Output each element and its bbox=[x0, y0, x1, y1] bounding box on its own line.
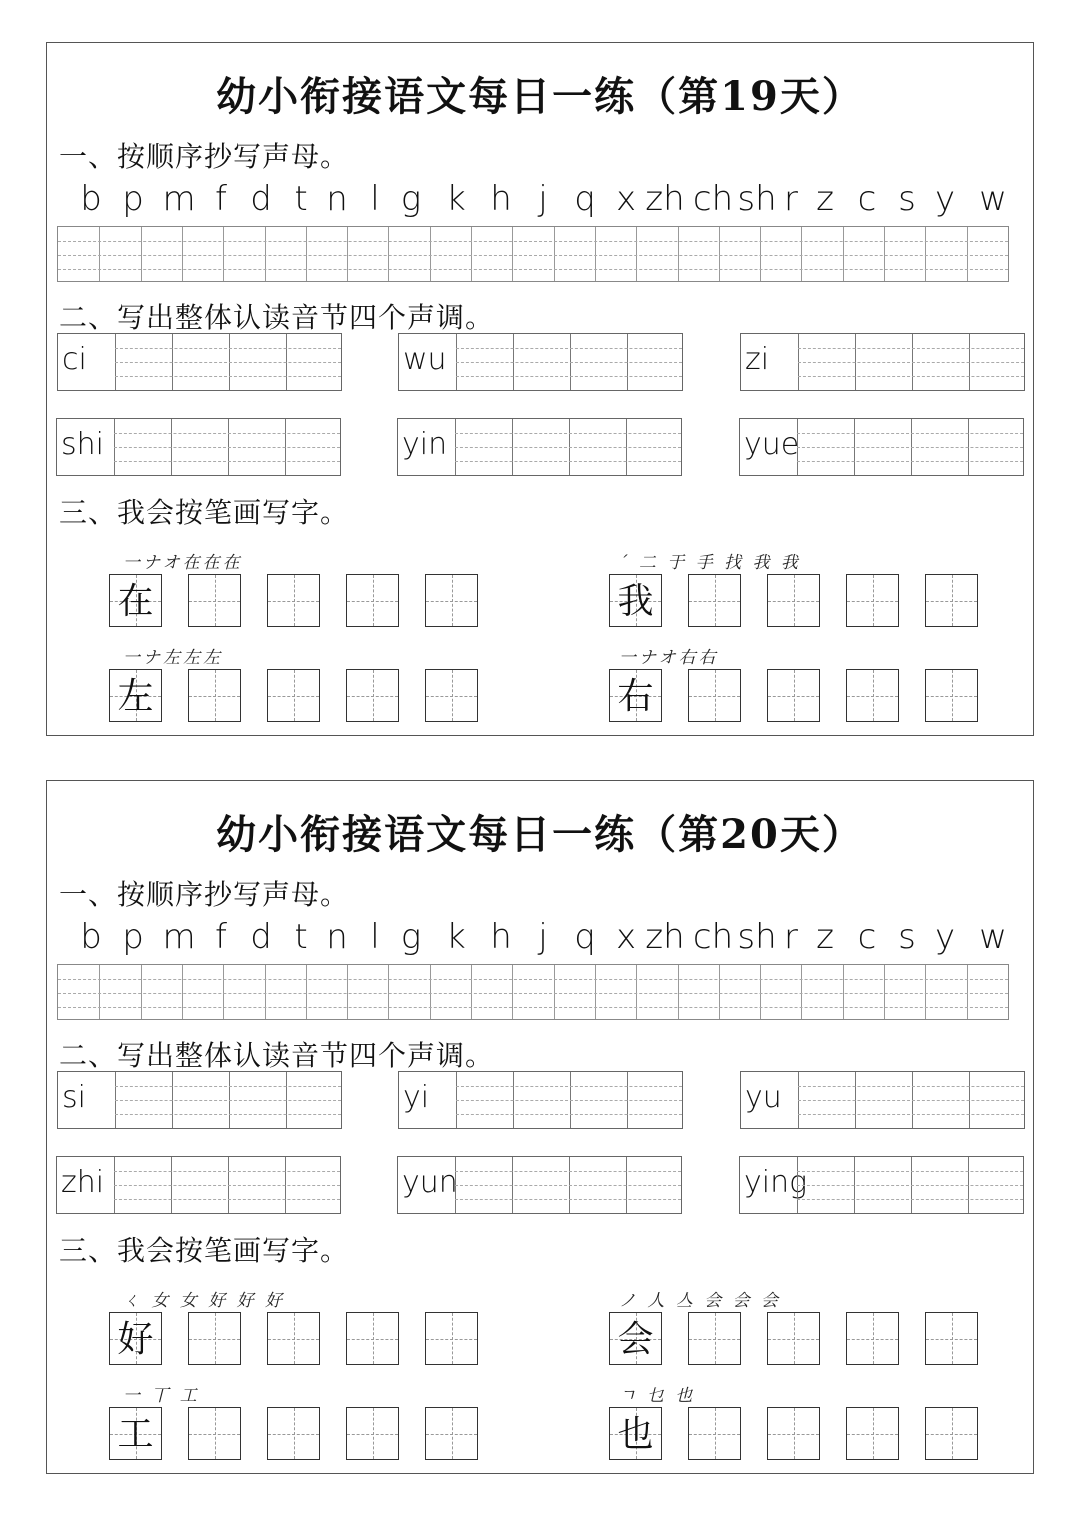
initial-letter: zh bbox=[645, 917, 685, 957]
grid-guide-line bbox=[797, 461, 1023, 462]
syllable-tone-grid[interactable] bbox=[740, 1071, 1025, 1129]
grid-guide-line bbox=[452, 1408, 453, 1459]
initial-letter: w bbox=[979, 179, 1007, 219]
grid-guide-line bbox=[456, 1114, 682, 1115]
initial-letter: y bbox=[934, 179, 956, 219]
model-character-box bbox=[109, 1407, 162, 1460]
model-character: 工 bbox=[117, 1414, 154, 1455]
grid-column-line bbox=[388, 227, 389, 281]
grid-guide-line bbox=[455, 461, 681, 462]
worksheet-day-20 bbox=[46, 780, 1034, 1474]
grid-guide-line bbox=[715, 1313, 716, 1364]
model-character-box bbox=[109, 1312, 162, 1365]
initial-letter: w bbox=[979, 917, 1007, 957]
grid-guide-line bbox=[115, 1086, 341, 1087]
worksheet-day-19 bbox=[46, 42, 1034, 736]
initial-letter: d bbox=[250, 179, 272, 219]
grid-guide-line bbox=[452, 575, 453, 626]
grid-column-line bbox=[182, 227, 183, 281]
grid-guide-line bbox=[114, 447, 340, 448]
grid-column-line bbox=[223, 965, 224, 1019]
grid-guide-line bbox=[455, 1171, 681, 1172]
syllable-label: ying bbox=[744, 1165, 808, 1200]
grid-guide-line bbox=[115, 376, 341, 377]
grid-column-line bbox=[512, 965, 513, 1019]
grid-guide-line bbox=[798, 1100, 1024, 1101]
grid-column-line bbox=[884, 965, 885, 1019]
initial-letter: g bbox=[400, 179, 422, 219]
initial-letter: z bbox=[816, 917, 834, 957]
grid-column-line bbox=[306, 965, 307, 1019]
grid-guide-line bbox=[873, 670, 874, 721]
grid-guide-line bbox=[794, 1408, 795, 1459]
grid-guide-line bbox=[114, 1171, 340, 1172]
grid-guide-line bbox=[215, 575, 216, 626]
tian-grid-box[interactable] bbox=[267, 1407, 320, 1460]
grid-column-line bbox=[347, 965, 348, 1019]
grid-column-line bbox=[925, 965, 926, 1019]
syllable-label: wu bbox=[403, 342, 447, 377]
initial-letter: t bbox=[294, 917, 308, 957]
initial-letter: x bbox=[615, 179, 637, 219]
grid-guide-line bbox=[455, 447, 681, 448]
initial-letter: h bbox=[490, 917, 512, 957]
tian-grid-box[interactable] bbox=[425, 1407, 478, 1460]
initial-letter: c bbox=[857, 917, 877, 957]
grid-guide-line bbox=[294, 575, 295, 626]
grid-guide-line bbox=[373, 1408, 374, 1459]
initial-letter: q bbox=[574, 917, 596, 957]
model-character: 我 bbox=[617, 581, 654, 622]
grid-guide-line bbox=[797, 1171, 1023, 1172]
initial-letter: f bbox=[215, 179, 227, 219]
grid-guide-line bbox=[114, 1199, 340, 1200]
model-character-box bbox=[109, 574, 162, 627]
syllable-label: yun bbox=[402, 1165, 458, 1200]
grid-column-line bbox=[843, 227, 844, 281]
tian-grid-box[interactable] bbox=[925, 669, 978, 722]
grid-guide-line bbox=[114, 433, 340, 434]
tian-grid-box[interactable] bbox=[346, 669, 399, 722]
grid-guide-line bbox=[114, 1185, 340, 1186]
tian-grid-box[interactable] bbox=[688, 669, 741, 722]
initial-letter: ch bbox=[692, 179, 734, 219]
tian-grid-box[interactable] bbox=[425, 574, 478, 627]
grid-guide-line bbox=[794, 575, 795, 626]
grid-guide-line bbox=[456, 1100, 682, 1101]
grid-guide-line bbox=[952, 1313, 953, 1364]
tian-grid-box[interactable] bbox=[688, 574, 741, 627]
grid-column-line bbox=[388, 965, 389, 1019]
grid-guide-line bbox=[115, 1114, 341, 1115]
grid-guide-line bbox=[452, 1313, 453, 1364]
tian-grid-box[interactable] bbox=[925, 1312, 978, 1365]
initials-row bbox=[65, 179, 1009, 223]
model-character: 也 bbox=[617, 1414, 654, 1455]
tian-grid-box[interactable] bbox=[188, 1312, 241, 1365]
model-character-box bbox=[609, 574, 662, 627]
tian-grid-box[interactable] bbox=[267, 669, 320, 722]
grid-column-line bbox=[471, 227, 472, 281]
grid-guide-line bbox=[215, 670, 216, 721]
syllable-label: si bbox=[62, 1080, 86, 1115]
grid-column-line bbox=[554, 965, 555, 1019]
grid-guide-line bbox=[294, 670, 295, 721]
grid-guide-line bbox=[797, 433, 1023, 434]
grid-column-line bbox=[347, 227, 348, 281]
initial-letter: t bbox=[294, 179, 308, 219]
initial-letter: n bbox=[326, 917, 348, 957]
grid-guide-line bbox=[715, 670, 716, 721]
stroke-order: 一ナオ在在在 bbox=[123, 553, 243, 573]
grid-guide-line bbox=[58, 993, 1008, 994]
syllable-label: zi bbox=[745, 342, 770, 377]
tian-grid-box[interactable] bbox=[925, 574, 978, 627]
grid-column-line bbox=[99, 227, 100, 281]
grid-guide-line bbox=[215, 1313, 216, 1364]
syllable-tone-grid[interactable] bbox=[56, 418, 341, 476]
initial-letter: r bbox=[784, 179, 798, 219]
syllable-label: yu bbox=[745, 1080, 782, 1115]
grid-column-line bbox=[512, 227, 513, 281]
initial-letter: z bbox=[816, 179, 834, 219]
initial-letter: n bbox=[326, 179, 348, 219]
grid-column-line bbox=[306, 227, 307, 281]
initial-letter: m bbox=[162, 917, 196, 957]
syllable-tone-grid[interactable] bbox=[57, 333, 342, 391]
tian-grid-box[interactable] bbox=[846, 1312, 899, 1365]
stroke-order: ㄑ 女 女 好 好 好 bbox=[123, 1291, 286, 1311]
initial-letter: s bbox=[898, 917, 916, 957]
section-1-heading: 一、按顺序抄写声母。 bbox=[59, 878, 350, 911]
initial-letter: y bbox=[934, 917, 956, 957]
syllable-label: yin bbox=[402, 427, 448, 462]
grid-guide-line bbox=[58, 979, 1008, 980]
initial-letter: s bbox=[898, 179, 916, 219]
grid-column-line bbox=[719, 965, 720, 1019]
grid-guide-line bbox=[797, 1185, 1023, 1186]
grid-guide-line bbox=[373, 1313, 374, 1364]
initial-letter: f bbox=[215, 917, 227, 957]
grid-guide-line bbox=[715, 1408, 716, 1459]
grid-guide-line bbox=[456, 362, 682, 363]
initial-letter: h bbox=[490, 179, 512, 219]
initials-copy-grid[interactable] bbox=[57, 964, 1009, 1020]
grid-column-line bbox=[182, 965, 183, 1019]
initial-letter: j bbox=[538, 179, 548, 219]
initial-letter: ch bbox=[692, 917, 734, 957]
initial-letter: p bbox=[122, 179, 144, 219]
grid-guide-line bbox=[456, 1086, 682, 1087]
initial-letter: zh bbox=[645, 179, 685, 219]
syllable-tone-grid[interactable] bbox=[398, 333, 683, 391]
grid-column-line bbox=[967, 227, 968, 281]
section-1-heading: 一、按顺序抄写声母。 bbox=[59, 140, 350, 173]
syllable-label: yue bbox=[744, 427, 800, 462]
stroke-order: ㄱ 乜 也 bbox=[619, 1386, 696, 1406]
grid-guide-line bbox=[873, 1313, 874, 1364]
syllable-tone-grid[interactable] bbox=[740, 333, 1025, 391]
grid-column-line bbox=[967, 965, 968, 1019]
grid-guide-line bbox=[456, 376, 682, 377]
tian-grid-box[interactable] bbox=[767, 574, 820, 627]
tian-grid-box[interactable] bbox=[425, 1312, 478, 1365]
initial-letter: sh bbox=[737, 917, 777, 957]
grid-column-line bbox=[99, 965, 100, 1019]
initial-letter: b bbox=[80, 917, 102, 957]
model-character-box bbox=[609, 1312, 662, 1365]
grid-guide-line bbox=[294, 1313, 295, 1364]
stroke-order: 一 丅 工 bbox=[123, 1386, 200, 1406]
tian-grid-box[interactable] bbox=[267, 1312, 320, 1365]
model-character-box bbox=[109, 669, 162, 722]
grid-guide-line bbox=[215, 1408, 216, 1459]
grid-guide-line bbox=[114, 461, 340, 462]
grid-column-line bbox=[595, 227, 596, 281]
syllable-label: yi bbox=[403, 1080, 430, 1115]
stroke-order: ˊ 二 于 手 找 我 我 bbox=[619, 553, 801, 573]
grid-guide-line bbox=[952, 670, 953, 721]
grid-column-line bbox=[678, 965, 679, 1019]
grid-column-line bbox=[430, 227, 431, 281]
grid-guide-line bbox=[715, 575, 716, 626]
grid-column-line bbox=[678, 227, 679, 281]
initial-letter: sh bbox=[737, 179, 777, 219]
initials-copy-grid[interactable] bbox=[57, 226, 1009, 282]
grid-guide-line bbox=[373, 575, 374, 626]
initial-letter: c bbox=[857, 179, 877, 219]
model-character: 会 bbox=[617, 1319, 654, 1360]
grid-guide-line bbox=[952, 1408, 953, 1459]
grid-guide-line bbox=[952, 575, 953, 626]
initial-letter: d bbox=[250, 917, 272, 957]
grid-column-line bbox=[141, 965, 142, 1019]
stroke-order: ノ 人 亼 会 会 会 bbox=[619, 1291, 782, 1311]
grid-guide-line bbox=[794, 1313, 795, 1364]
tian-grid-box[interactable] bbox=[188, 669, 241, 722]
grid-guide-line bbox=[58, 269, 1008, 270]
tian-grid-box[interactable] bbox=[188, 574, 241, 627]
grid-column-line bbox=[554, 227, 555, 281]
model-character: 在 bbox=[117, 581, 154, 622]
initial-letter: j bbox=[538, 917, 548, 957]
syllable-tone-grid[interactable] bbox=[57, 1071, 342, 1129]
initial-letter: b bbox=[80, 179, 102, 219]
grid-column-line bbox=[471, 965, 472, 1019]
grid-guide-line bbox=[373, 670, 374, 721]
grid-column-line bbox=[801, 965, 802, 1019]
grid-guide-line bbox=[58, 241, 1008, 242]
initial-letter: k bbox=[446, 917, 466, 957]
grid-column-line bbox=[801, 227, 802, 281]
grid-guide-line bbox=[798, 1114, 1024, 1115]
worksheet-title: 幼小衔接语文每日一练（第20天） bbox=[216, 811, 864, 858]
stroke-order: 一ナオ右右 bbox=[619, 648, 719, 668]
grid-guide-line bbox=[58, 1007, 1008, 1008]
initials-row bbox=[65, 917, 1009, 961]
grid-column-line bbox=[925, 227, 926, 281]
tian-grid-box[interactable] bbox=[767, 1312, 820, 1365]
grid-guide-line bbox=[794, 670, 795, 721]
tian-grid-box[interactable] bbox=[767, 1407, 820, 1460]
grid-column-line bbox=[760, 227, 761, 281]
syllable-tone-grid[interactable] bbox=[739, 418, 1024, 476]
initial-letter: q bbox=[574, 179, 596, 219]
tian-grid-box[interactable] bbox=[188, 1407, 241, 1460]
initial-letter: p bbox=[122, 917, 144, 957]
initial-letter: x bbox=[615, 917, 637, 957]
grid-guide-line bbox=[798, 376, 1024, 377]
grid-column-line bbox=[843, 965, 844, 1019]
grid-guide-line bbox=[455, 433, 681, 434]
grid-column-line bbox=[141, 227, 142, 281]
tian-grid-box[interactable] bbox=[846, 1407, 899, 1460]
section-3-heading: 三、我会按笔画写字。 bbox=[59, 496, 350, 529]
grid-column-line bbox=[719, 227, 720, 281]
tian-grid-box[interactable] bbox=[425, 669, 478, 722]
grid-column-line bbox=[636, 965, 637, 1019]
tian-grid-box[interactable] bbox=[346, 1407, 399, 1460]
grid-column-line bbox=[636, 227, 637, 281]
grid-column-line bbox=[223, 227, 224, 281]
initial-letter: g bbox=[400, 917, 422, 957]
tian-grid-box[interactable] bbox=[846, 574, 899, 627]
grid-guide-line bbox=[452, 670, 453, 721]
syllable-label: shi bbox=[61, 427, 104, 462]
grid-guide-line bbox=[115, 1100, 341, 1101]
initial-letter: l bbox=[370, 179, 380, 219]
syllable-tone-grid[interactable] bbox=[397, 1156, 682, 1214]
grid-guide-line bbox=[797, 447, 1023, 448]
section-2-heading: 二、写出整体认读音节四个声调。 bbox=[59, 301, 495, 334]
tian-grid-box[interactable] bbox=[346, 574, 399, 627]
tian-grid-box[interactable] bbox=[767, 669, 820, 722]
worksheet-title: 幼小衔接语文每日一练（第19天） bbox=[216, 73, 864, 120]
syllable-label: ci bbox=[62, 342, 87, 377]
syllable-tone-grid[interactable] bbox=[56, 1156, 341, 1214]
stroke-order: 一ナ左左左 bbox=[123, 648, 223, 668]
grid-guide-line bbox=[873, 575, 874, 626]
grid-guide-line bbox=[455, 1199, 681, 1200]
syllable-tone-grid[interactable] bbox=[398, 1071, 683, 1129]
initial-letter: m bbox=[162, 179, 196, 219]
section-3-heading: 三、我会按笔画写字。 bbox=[59, 1234, 350, 1267]
grid-column-line bbox=[760, 965, 761, 1019]
grid-column-line bbox=[265, 227, 266, 281]
grid-column-line bbox=[884, 227, 885, 281]
grid-guide-line bbox=[797, 1199, 1023, 1200]
grid-guide-line bbox=[456, 348, 682, 349]
syllable-label: zhi bbox=[61, 1165, 105, 1200]
grid-guide-line bbox=[798, 362, 1024, 363]
tian-grid-box[interactable] bbox=[688, 1407, 741, 1460]
initial-letter: k bbox=[446, 179, 466, 219]
grid-guide-line bbox=[115, 348, 341, 349]
grid-column-line bbox=[595, 965, 596, 1019]
model-character-box bbox=[609, 1407, 662, 1460]
model-character: 右 bbox=[617, 676, 654, 717]
tian-grid-box[interactable] bbox=[346, 1312, 399, 1365]
grid-guide-line bbox=[873, 1408, 874, 1459]
model-character: 左 bbox=[117, 676, 154, 717]
initial-letter: r bbox=[784, 917, 798, 957]
tian-grid-box[interactable] bbox=[846, 669, 899, 722]
tian-grid-box[interactable] bbox=[925, 1407, 978, 1460]
initial-letter: l bbox=[370, 917, 380, 957]
grid-column-line bbox=[265, 965, 266, 1019]
grid-guide-line bbox=[294, 1408, 295, 1459]
syllable-tone-grid[interactable] bbox=[397, 418, 682, 476]
grid-column-line bbox=[430, 965, 431, 1019]
model-character-box bbox=[609, 669, 662, 722]
grid-guide-line bbox=[58, 255, 1008, 256]
tian-grid-box[interactable] bbox=[267, 574, 320, 627]
grid-guide-line bbox=[115, 362, 341, 363]
model-character: 好 bbox=[117, 1319, 154, 1360]
grid-guide-line bbox=[798, 1086, 1024, 1087]
grid-guide-line bbox=[455, 1185, 681, 1186]
tian-grid-box[interactable] bbox=[688, 1312, 741, 1365]
section-2-heading: 二、写出整体认读音节四个声调。 bbox=[59, 1039, 495, 1072]
syllable-tone-grid[interactable] bbox=[739, 1156, 1024, 1214]
grid-guide-line bbox=[798, 348, 1024, 349]
